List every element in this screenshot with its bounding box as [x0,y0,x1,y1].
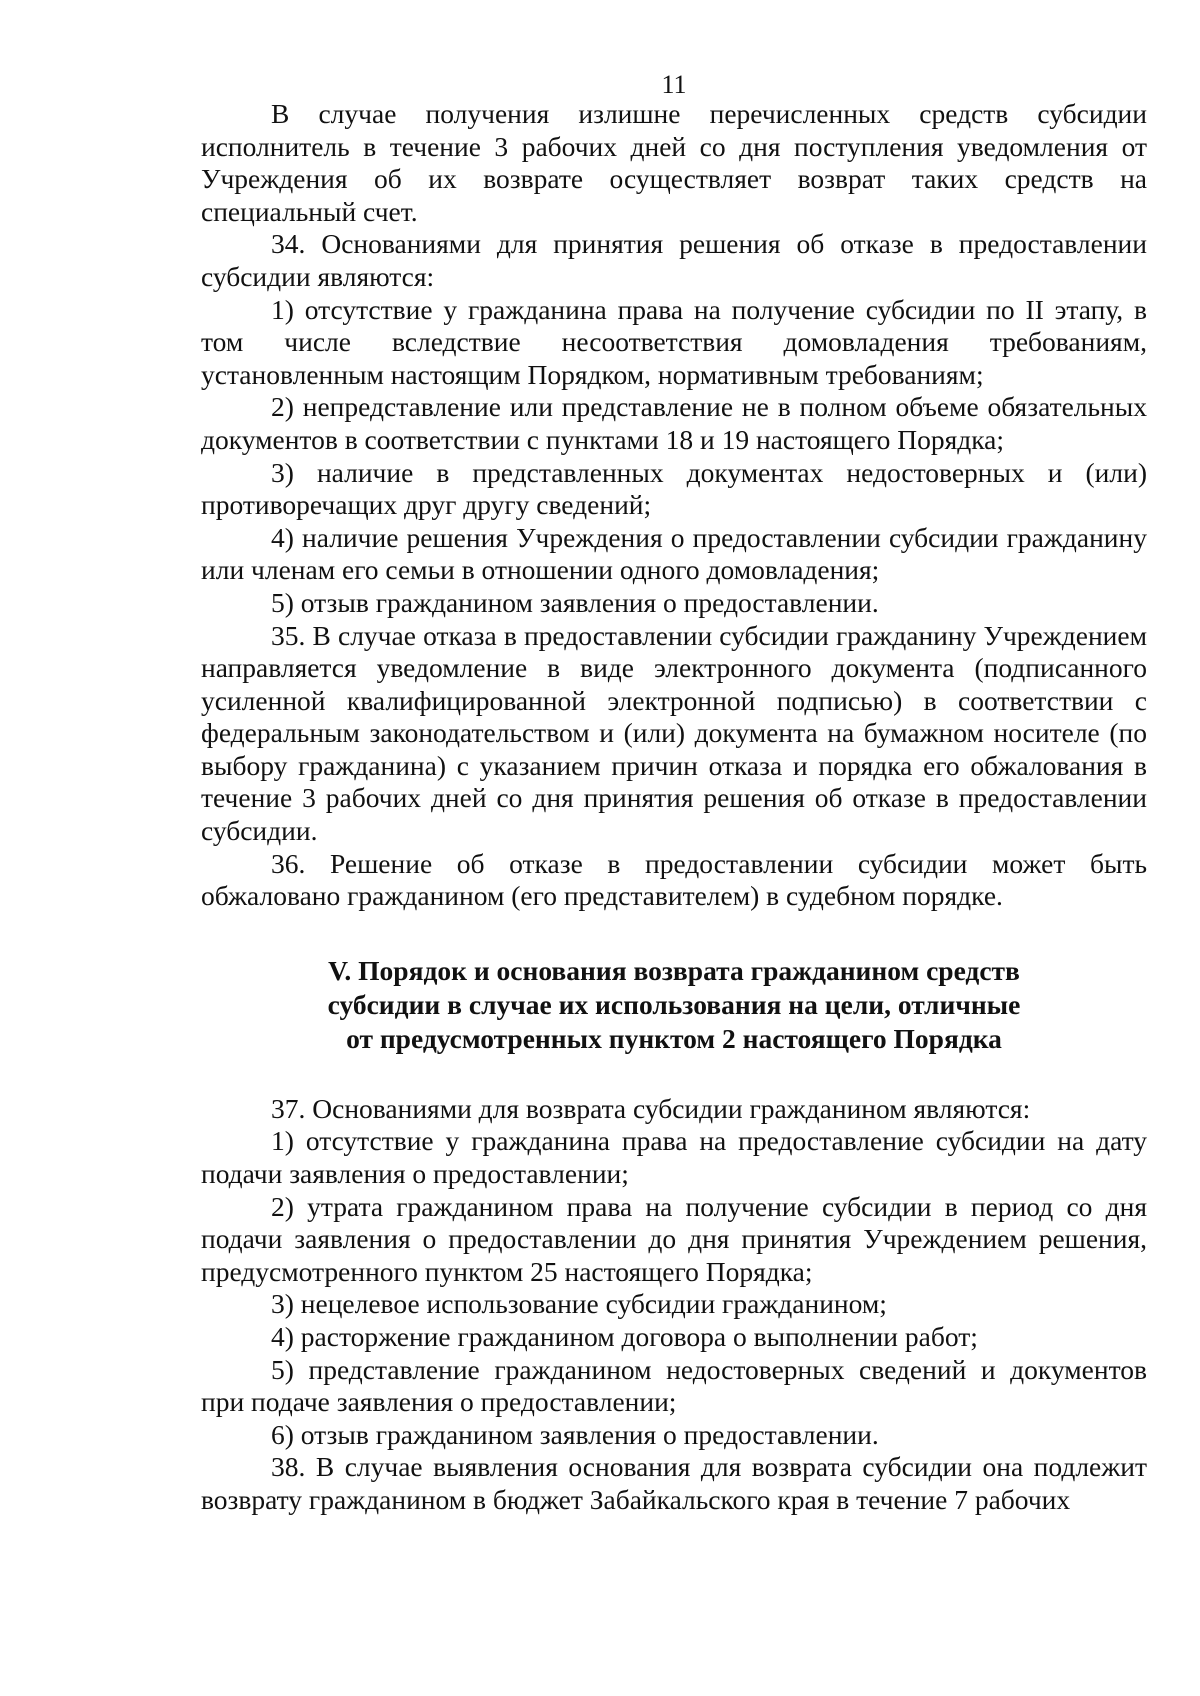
list-item-34-3: 3) наличие в представленных документах недостоверных и (или) противоречащих друг другу сведений; [201,456,1147,521]
paragraph-refund-excess: В случае получения излишне перечисленных средств субсидии исполнитель в течение 3 рабочих дней со дня поступления уведомления от Учреждения об их возврате осуществляет возврат таких средств на специальный счет. [201,98,1147,227]
paragraph-34: 34. Основаниями для принятия решения об отказе в предоставлении субсидии являются: [201,228,1147,292]
paragraph-38: 38. В случае выявления основания для возврата субсидии она подлежит возврату гражданином в бюджет Забайкальского края в течение 7 рабочих [201,1451,1147,1515]
list-item-34-1: 1) отсутствие у гражданина права на получение субсидии по II этапу, в том числе вследствие несоответствия домовладения требованиям, установленным настоящим Порядком, нормативным требованиям; [201,293,1147,390]
section-heading-v [201,954,1147,1056]
list-item-37-2: 2) утрата гражданином права на получение субсидии в период со дня подачи заявления о предоставлении до дня принятия Учреждением решения, предусмотренного пунктом 25 настоящего Порядка; [201,1190,1147,1287]
list-item-34-4: 4) наличие решения Учреждения о предоставлении субсидии гражданину или членам его семьи в отношении одного домовладения; [201,521,1147,586]
page-number: 11 [661,70,687,99]
section-heading-line: от предусмотренных пунктом 2 настоящего Порядка [346,1022,1002,1054]
list-item-37-4: 4) расторжение гражданином договора о выполнении работ; [271,1321,978,1352]
list-item-37-1: 1) отсутствие у гражданина права на предоставление субсидии на дату подачи заявления о предоставлении; [201,1125,1147,1190]
list-item-37-3: 3) нецелевое использование субсидии гражданином; [271,1288,887,1320]
section-heading-line: субсидии в случае их использования на цели, отличные [327,988,1021,1020]
section-heading-line: V. Порядок и основания возврата гражданином средств [328,954,1020,986]
list-item-34-2: 2) непредставление или представление не в полном объеме обязательных документов в соответствии с пунктами 18 и 19 настоящего Порядка; [201,391,1147,455]
document-body [201,98,1147,1517]
paragraph-36: 36. Решение об отказе в предоставлении субсидии может быть обжаловано гражданином (его представителем) в судебном порядке. [201,847,1147,912]
list-item-37-5: 5) представление гражданином недостоверных сведений и документов при подаче заявления о предоставлении; [201,1353,1147,1418]
paragraph-35: 35. В случае отказа в предоставлении субсидии гражданину Учреждением направляется уведомление в виде электронного документа (подписанного усиленной квалифицированной электронной подписью) в соответствии с федеральным законодательством и (или) документа на бумажном носителе (по выбору гражданина) с указанием причин отказа и порядка его обжалования в течение 3 рабочих дней со дня принятия решения об отказе в предоставлении субсидии. [201,619,1147,847]
list-item-37-6: 6) отзыв гражданином заявления о предоставлении. [271,1418,879,1450]
list-item-34-5: 5) отзыв гражданином заявления о предоставлении. [271,586,879,618]
paragraph-37: 37. Основаниями для возврата субсидии гражданином являются: [271,1092,1031,1124]
